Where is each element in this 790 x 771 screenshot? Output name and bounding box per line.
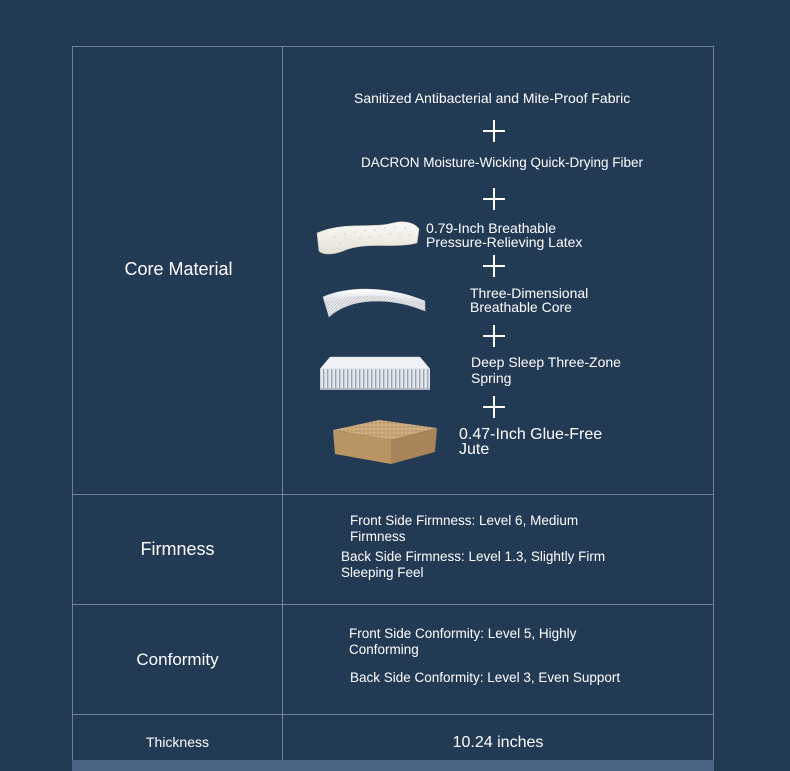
layer-jute-line1: 0.47-Inch Glue-Free: [459, 426, 603, 444]
core-material-content-cell: [283, 47, 714, 495]
3d-core-layer-icon: [321, 283, 431, 323]
front-conformity-text: [349, 626, 576, 658]
layer-spring-line1: Deep Sleep Three-Zone: [471, 354, 621, 371]
spec-table: [72, 46, 714, 771]
row-firmness: [73, 494, 714, 604]
core-material-label: Core Material: [124, 258, 233, 279]
back-conformity-text: Back Side Conformity: Level 3, Even Support: [350, 669, 621, 685]
layer-latex-line2: Pressure-Relieving Latex: [426, 234, 583, 251]
plus-icon: [483, 396, 505, 418]
plus-icon: [483, 188, 505, 210]
layer-core-line2: Breathable Core: [470, 299, 572, 316]
firmness-label-cell: [73, 494, 283, 604]
back-firmness-line2: Sleeping Feel: [341, 564, 424, 580]
plus-icon: [483, 325, 505, 347]
conformity-content-cell: [283, 605, 714, 715]
row-conformity: [73, 605, 714, 715]
row-core-material: [73, 47, 714, 495]
thickness-value: 10.24 inches: [452, 733, 544, 751]
thickness-label: Thickness: [145, 733, 210, 750]
firmness-label: Firmness: [140, 539, 215, 560]
firmness-content-cell: [283, 494, 714, 604]
front-firmness-text: [350, 513, 578, 545]
core-material-label-cell: [73, 47, 283, 495]
layer-spring-name: [471, 355, 621, 385]
layer-latex-name: [426, 221, 582, 249]
firmness-content: [283, 496, 713, 604]
layer-core-name: [470, 286, 588, 314]
layer-core-line1: Three-Dimensional: [470, 285, 589, 302]
layer-jute-name: [459, 427, 602, 457]
plus-icon: [483, 255, 505, 277]
front-firmness-line2: Firmness: [350, 528, 406, 544]
layer-latex-line1: 0.79-Inch Breathable: [426, 220, 556, 237]
spring-layer-icon: [318, 355, 432, 391]
back-firmness-line1: Back Side Firmness: Level 1.3, Slightly Firm: [341, 548, 606, 564]
jute-layer-icon: [331, 418, 439, 466]
front-conformity-line1: Front Side Conformity: Level 5, Highly: [349, 625, 577, 641]
layer-fiber-name: DACRON Moisture-Wicking Quick-Drying Fiber: [361, 155, 644, 171]
layer-spring-line2: Spring: [471, 370, 512, 387]
plus-icon: [483, 120, 505, 142]
back-firmness-text: [341, 549, 605, 581]
bottom-strip: [72, 760, 714, 771]
latex-layer-icon: [315, 219, 421, 259]
front-conformity-line2: Conforming: [349, 641, 419, 657]
layer-fabric-name: Sanitized Antibacterial and Mite-Proof Fabric: [354, 90, 631, 107]
core-layers: [283, 49, 713, 491]
conformity-label-cell: [73, 605, 283, 715]
conformity-content: [283, 606, 713, 714]
front-firmness-line1: Front Side Firmness: Level 6, Medium: [350, 512, 579, 528]
conformity-label: Conformity: [136, 649, 219, 669]
layer-jute-line2: Jute: [459, 441, 490, 459]
